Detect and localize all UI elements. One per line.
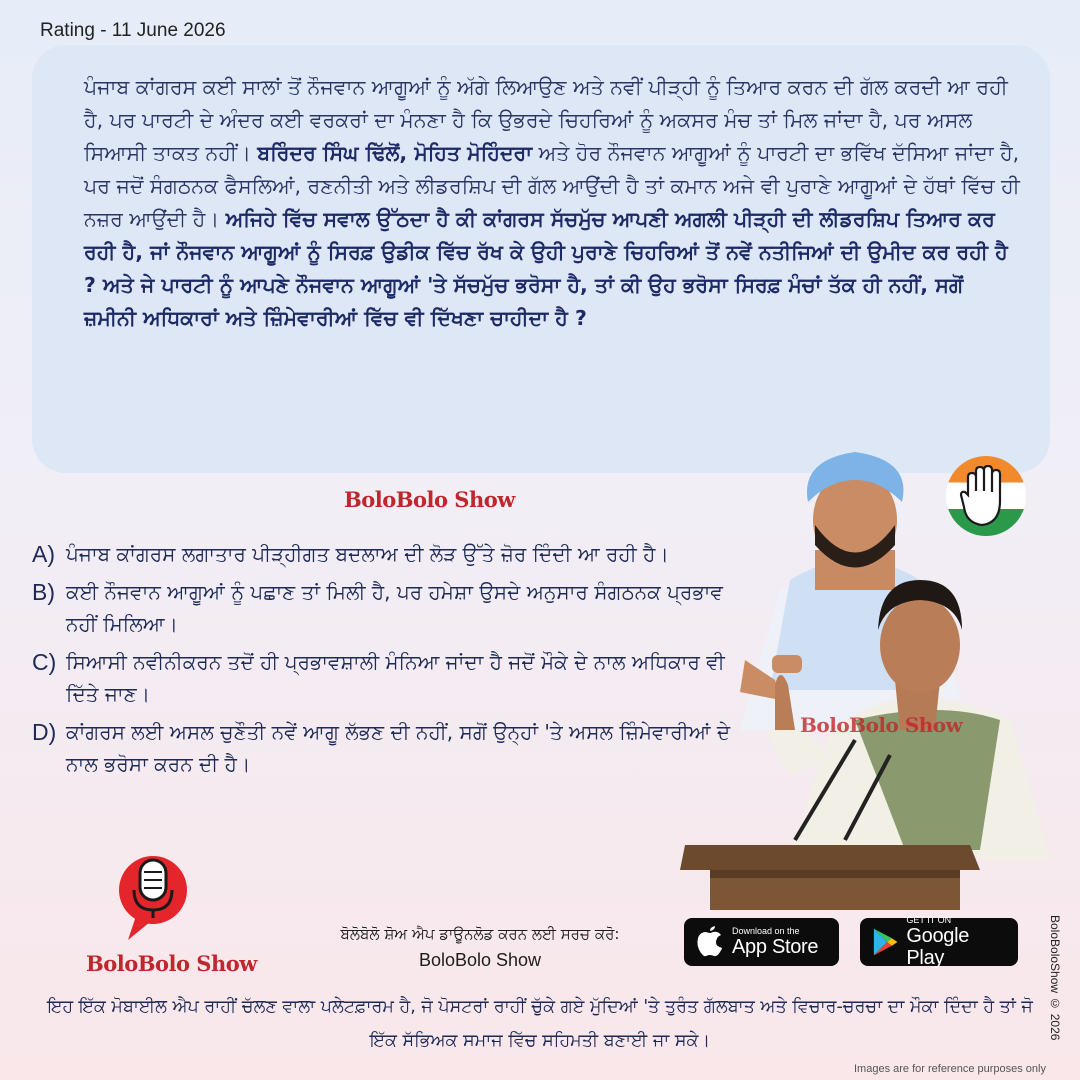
option-c[interactable]	[32, 646, 732, 710]
option-letter: A)	[32, 541, 55, 567]
app-name: BoloBolo Show	[418, 950, 542, 970]
question-segment: ਪੰਜਾਬ ਕਾਂਗਰਸ ਕਈ ਸਾਲਾਂ ਤੋਂ ਨੌਜਵਾਨ ਆਗੂਆਂ ਨੂੰ ਅੱਗੇ ਲਿਆਉਣ ਅਤੇ ਨਵੀਂ ਪੀੜ੍ਹੀ ਨੂੰ ਤਿਆਰ ਕਰਨ ਦੀ ਗੱਲ ਕਰਦੀ ਆ ਰਹੀ ਹੈ, ਪਰ ਪਾਰਟੀ ਦੇ ਅੰਦਰ ਕਈ ਵਰਕਰਾਂ ਦਾ ਮੰਨਣਾ ਹੈ ਕਿ ਉਭਰਦੇ ਚਿਹਰਿਆਂ ਨੂੰ ਅਕਸਰ ਮੰਚ ਤਾਂ ਮਿਲ ਜਾਂਦਾ ਹੈ, ਪਰ ਅਸਲ ਸਿਆਸੀ ਤਾਕਤ ਨਹੀਂ।	[84, 75, 1008, 165]
option-d[interactable]	[32, 716, 732, 780]
podium	[680, 845, 980, 910]
option-letter: D)	[32, 719, 57, 745]
app-store-button[interactable]	[684, 918, 839, 966]
options-list	[32, 538, 732, 786]
brand-logo-text: BoloBolo Show	[86, 951, 257, 976]
option-text: ਪੰਜਾਬ ਕਾਂਗਰਸ ਲਗਾਤਾਰ ਪੀੜ੍ਹੀਗਤ ਬਦਲਾਅ ਦੀ ਲੋੜ ਉੱਤੇ ਜ਼ੋਰ ਦਿੰਦੀ ਆ ਰਹੀ ਹੈ।	[66, 542, 669, 566]
app-store-small: Download on the	[732, 926, 800, 936]
google-play-button[interactable]	[860, 915, 1018, 969]
google-play-icon	[872, 927, 898, 957]
question-highlight-names: ਬਰਿੰਦਰ ਸਿੰਘ ਢਿੱਲੋਂ, ਮੋਹਿਤ ਮੋਹਿੰਦਰਾ	[257, 141, 533, 165]
option-letter: B)	[32, 579, 55, 605]
option-text: ਕਈ ਨੌਜਵਾਨ ਆਗੂਆਂ ਨੂੰ ਪਛਾਣ ਤਾਂ ਮਿਲੀ ਹੈ, ਪਰ ਹਮੇਸ਼ਾ ਉਸਦੇ ਅਨੁਸਾਰ ਸੰਗਠਨਕ ਪ੍ਰਭਾਵ ਨਹੀਂ ਮਿਲਿਆ।	[66, 580, 723, 636]
party-logo	[946, 456, 1026, 536]
option-text: ਕਾਂਗਰਸ ਲਈ ਅਸਲ ਚੁਣੌਤੀ ਨਵੇਂ ਆਗੂ ਲੱਭਣ ਦੀ ਨਹੀਂ, ਸਗੋਂ ਉਨ੍ਹਾਂ 'ਤੇ ਅਸਲ ਜ਼ਿੰਮੇਵਾਰੀਆਂ ਦੇ ਨਾਲ ਭਰੋਸਾ ਕਰਨ ਦੀ ਹੈ।	[66, 720, 731, 776]
question-box	[32, 45, 1050, 473]
option-b[interactable]	[32, 576, 732, 640]
question-text	[84, 71, 1020, 335]
option-a[interactable]	[32, 538, 732, 570]
app-search-caption	[300, 921, 660, 973]
reference-note: Images are for reference purposes only	[854, 1063, 1046, 1075]
brand-label: BoloBolo Show	[344, 487, 515, 512]
google-play-small: GET IT ON	[906, 915, 952, 925]
option-letter: C)	[32, 649, 57, 675]
apple-icon	[696, 926, 724, 958]
image-watermark: BoloBolo Show	[800, 713, 963, 737]
microphone-icon	[118, 850, 188, 946]
question-segment: ਅਤੇ ਹੋਰ ਨੌਜਵਾਨ ਆਗੂਆਂ ਨੂੰ ਪਾਰਟੀ ਦਾ ਭਵਿੱਖ ਦੱਸਿਆ ਜਾਂਦਾ ਹੈ, ਪਰ ਜਦੋਂ ਸੰਗਠਨਕ ਫੈਸਲਿਆਂ, ਰਣਨੀਤੀ ਅਤੇ ਲੀਡਰਸ਼ਿਪ ਦੀ ਗੱਲ ਆਉਂਦੀ ਹੈ ਤਾਂ ਕਮਾਨ ਅਜੇ ਵੀ ਪੁਰਾਣੇ ਆਗੂਆਂ ਦੇ ਹੱਥਾਂ ਵਿੱਚ ਹੀ ਨਜ਼ਰ ਆਉਂਦੀ ਹੈ।	[84, 141, 1020, 231]
question-highlight-question: ਅਜਿਹੇ ਵਿੱਚ ਸਵਾਲ ਉੱਠਦਾ ਹੈ ਕੀ ਕਾਂਗਰਸ ਸੱਚਮੁੱਚ ਆਪਣੀ ਅਗਲੀ ਪੀੜ੍ਹੀ ਦੀ ਲੀਡਰਸ਼ਿਪ ਤਿਆਰ ਕਰ ਰਹੀ ਹੈ, ਜਾਂ ਨੌਜਵਾਨ ਆਗੂਆਂ ਨੂੰ ਸਿਰਫ਼ ਉਡੀਕ ਵਿੱਚ ਰੱਖ ਕੇ ਉਹੀ ਪੁਰਾਣੇ ਚਿਹਰਿਆਂ ਤੋਂ ਨਵੇਂ ਨਤੀਜਿਆਂ ਦੀ ਉਮੀਦ ਕਰ ਰਹੀ ਹੈ ? ਅਤੇ ਜੇ ਪਾਰਟੀ ਨੂੰ ਆਪਣੇ ਨੌਜਵਾਨ ਆਗੂਆਂ 'ਤੇ ਸੱਚਮੁੱਚ ਭਰੋਸਾ ਹੈ, ਤਾਂ ਕੀ ਉਹ ਭਰੋਸਾ ਸਿਰਫ਼ ਮੰਚਾਂ ਤੱਕ ਹੀ ਨਹੀਂ, ਸਗੋਂ ਜ਼ਮੀਨੀ ਅਧਿਕਾਰਾਂ ਅਤੇ ਜ਼ਿੰਮੇਵਾਰੀਆਂ ਵਿੱਚ ਵੀ ਦਿੱਖਣਾ ਚਾਹੀਦਾ ਹੈ ?	[84, 207, 1008, 330]
google-play-big: Google Play	[906, 925, 970, 969]
app-store-text	[732, 926, 818, 958]
google-play-text	[906, 915, 1006, 969]
date-label: Rating - 11 June 2026	[40, 20, 226, 41]
app-store-big: App Store	[732, 936, 819, 958]
app-caption-text: ਬੋਲੋਬੋਲੋ ਸ਼ੋਅ ਐਪ ਡਾਊਨਲੋਡ ਕਰਨ ਲਈ ਸਰਚ ਕਰੋ:	[340, 925, 620, 943]
footer-text: ਇਹ ਇੱਕ ਮੋਬਾਈਲ ਐਪ ਰਾਹੀਂ ਚੱਲਣ ਵਾਲਾ ਪਲੇਟਫ਼ਾਰਮ ਹੈ, ਜੋ ਪੋਸਟਰਾਂ ਰਾਹੀਂ ਚੁੱਕੇ ਗਏ ਮੁੱਦਿਆਂ 'ਤੇ ਤੁਰੰਤ ਗੱਲਬਾਤ ਅਤੇ ਵਿਚਾਰ-ਚਰਚਾ ਦਾ ਮੌਕਾ ਦਿੰਦਾ ਹੈ ਤਾਂ ਜੋ ਇੱਕ ਸੱਭਿਅਕ ਸਮਾਜ ਵਿੱਚ ਸਹਿਮਤੀ ਬਣਾਈ ਜਾ ਸਕੇ।	[47, 997, 1033, 1051]
copyright-text: BoloBoloShow © 2026	[1048, 915, 1062, 1041]
option-text: ਸਿਆਸੀ ਨਵੀਨੀਕਰਨ ਤਦੋਂ ਹੀ ਪ੍ਰਭਾਵਸ਼ਾਲੀ ਮੰਨਿਆ ਜਾਂਦਾ ਹੈ ਜਦੋਂ ਮੌਕੇ ਦੇ ਨਾਲ ਅਧਿਕਾਰ ਵੀ ਦਿੱਤੇ ਜਾਣ।	[66, 650, 725, 706]
congress-hand-icon	[958, 465, 1014, 527]
